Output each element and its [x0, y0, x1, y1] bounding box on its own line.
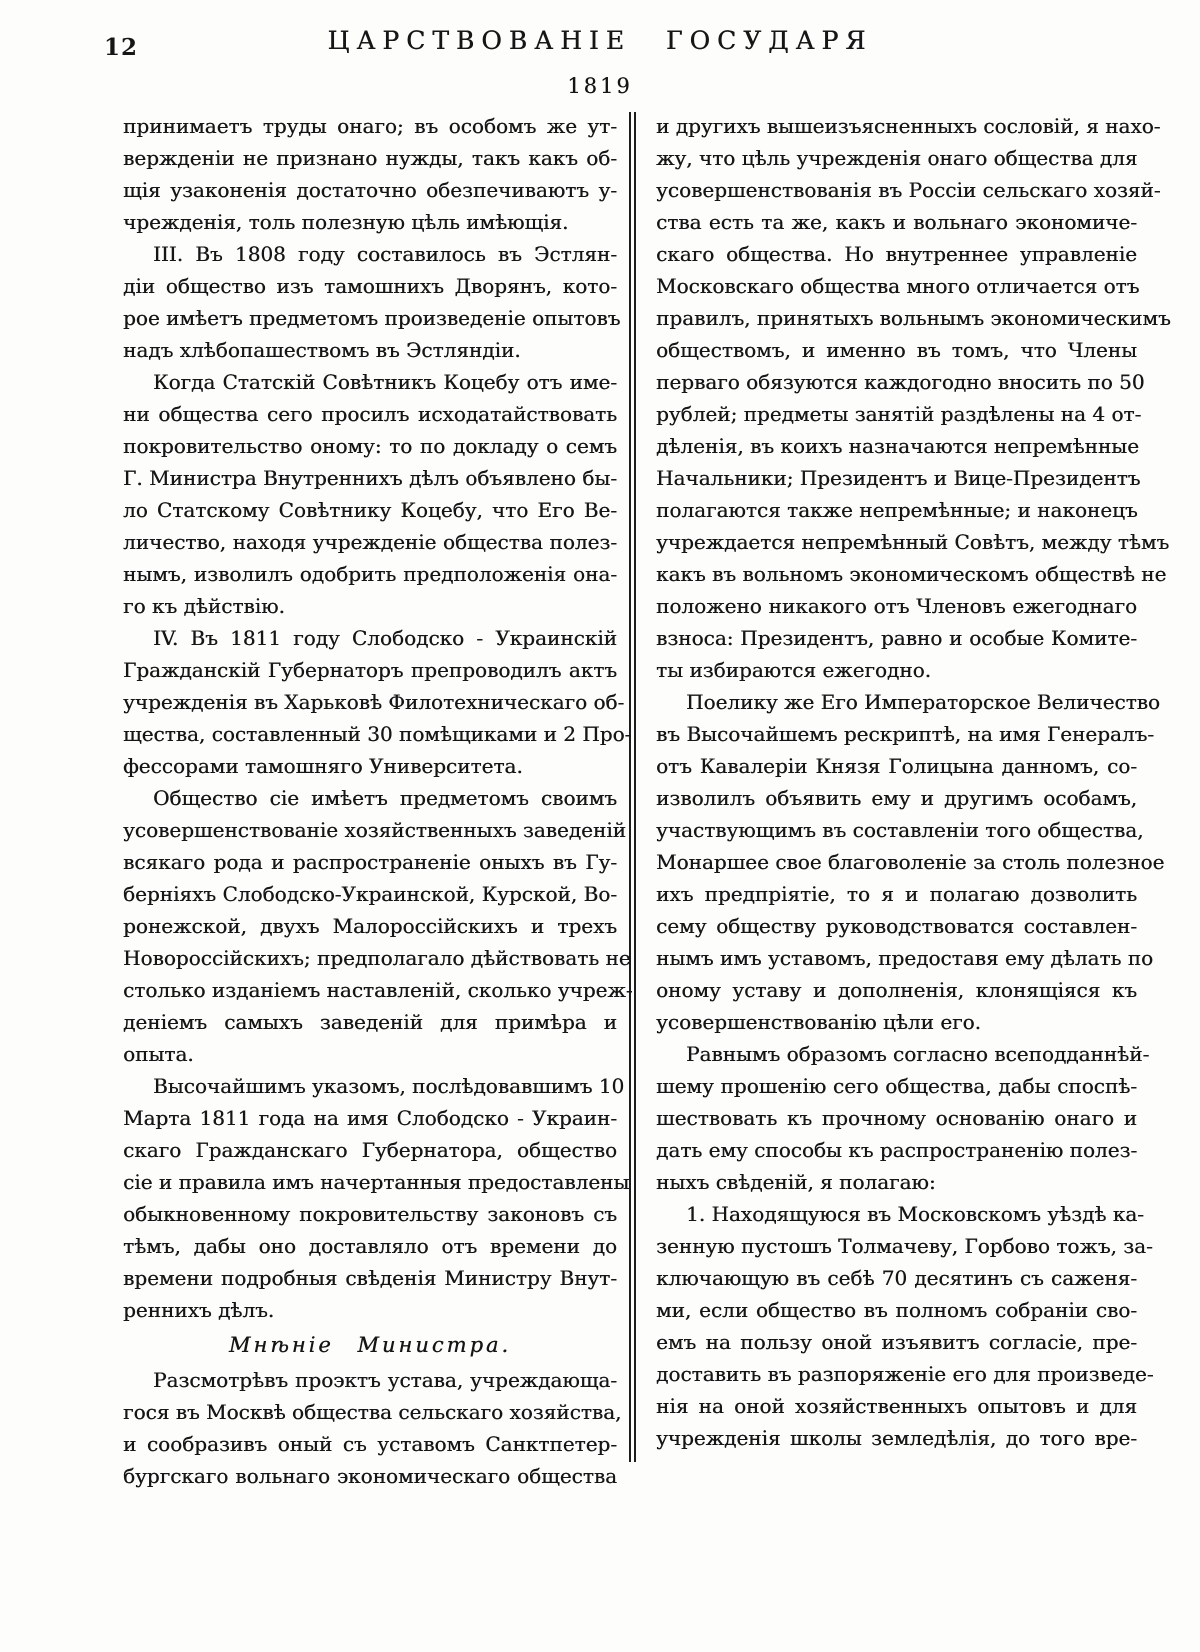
- text-line: тѣмъ, дабы оно доставляло отъ времени до: [123, 1234, 617, 1258]
- text-line: и сообразивъ оный съ уставомъ Санктпетер-: [123, 1432, 617, 1456]
- text-line: IV. Въ 1811 году Слободско - Украинскій: [153, 626, 617, 650]
- text-line: Московскаго общества много отличается отъ: [656, 274, 1140, 298]
- text-line: сему обществу руководствоватся составлен-: [656, 914, 1137, 938]
- text-line: зенную пустошъ Толмачеву, Горбово тожъ, за-: [656, 1234, 1153, 1258]
- text-line: и другихъ вышеизъясненныхъ сословій, я нахо-: [656, 114, 1161, 138]
- page-number: 12: [104, 34, 139, 61]
- text-line: учреждается непремѣнный Совѣтъ, между тѣмъ: [656, 530, 1170, 554]
- text-line: перваго обязуются каждогодно вносить по 50: [656, 370, 1145, 394]
- text-line: покровительство оному: то по докладу о семъ: [123, 434, 617, 458]
- text-line: 1. Находящуюся въ Московскомъ уѣздѣ ка-: [686, 1202, 1144, 1226]
- text-line: емъ на пользу оной изъявитъ согласіе, пре-: [656, 1330, 1137, 1354]
- text-line: жу, что цѣль учрежденія онаго общества для: [656, 146, 1138, 170]
- text-line: нія на оной хозяйственныхъ опытовъ и для: [656, 1394, 1137, 1418]
- column-divider-rule: [629, 112, 636, 1462]
- text-line: усовершенствованіе хозяйственныхъ заведеній: [123, 818, 626, 842]
- text-line: щія узаконенія достаточно обезпечиваютъ у-: [123, 178, 617, 202]
- text-line: шему прошенію сего общества, дабы споспѣ-: [656, 1074, 1137, 1098]
- text-line: нымъ имъ уставомъ, предоставя ему дѣлать по: [656, 946, 1154, 970]
- paragraph: [123, 238, 621, 366]
- text-line: ихъ предпріятіе, то я и полагаю дозволить: [656, 882, 1137, 906]
- text-line: учрежденія въ Харьковѣ Филотехническаго об-: [123, 690, 625, 714]
- paragraph: [123, 782, 633, 1070]
- text-line: Новороссійскихъ; предполагало дѣйствовать не: [123, 946, 631, 970]
- paragraph: [656, 686, 1165, 1038]
- paragraph: [656, 1038, 1150, 1198]
- text-line: столько изданіемъ наставленій, сколько учреж-: [123, 978, 633, 1002]
- text-line: реннихъ дѣлъ.: [123, 1298, 275, 1322]
- text-line: изволилъ объявить ему и другимъ особамъ,: [656, 786, 1137, 810]
- paragraph: [656, 110, 1171, 686]
- header-year: 1819: [567, 74, 633, 98]
- text-line: Когда Статскій Совѣтникъ Коцебу отъ име-: [153, 370, 617, 394]
- text-line: правилъ, принятыхъ вольнымъ экономическимъ: [656, 306, 1171, 330]
- text-line: оному уставу и дополненія, клонящіяся къ: [656, 978, 1137, 1002]
- text-line: Г. Министра Внутреннихъ дѣлъ объявлено бы-: [123, 466, 617, 490]
- paragraph: [656, 1198, 1154, 1454]
- text-line: времени подробныя свѣденія Министру Внут-: [123, 1266, 617, 1290]
- text-line: какъ въ вольномъ экономическомъ обществѣ не: [656, 562, 1167, 586]
- text-line: Разсмотрѣвъ проэктъ устава, учреждающа-: [153, 1368, 617, 1392]
- text-line: доставить въ разпоряженіе его для произведе-: [656, 1362, 1154, 1386]
- text-line: въ Высочайшемъ рескриптѣ, на имя Генералъ-: [656, 722, 1155, 746]
- text-line: учрежденія школы земледѣлія, до того вре-: [656, 1426, 1137, 1450]
- text-line: чрежденія, толь полезную цѣль имѣющія.: [123, 210, 569, 234]
- text-line: дѣленія, въ коихъ назначаются непремѣнные: [656, 434, 1139, 458]
- text-line: обществомъ, и именно въ томъ, что Члены: [656, 338, 1137, 362]
- text-line: усовершенствованію цѣли его.: [656, 1010, 981, 1034]
- paragraph: [123, 366, 617, 622]
- text-line: Монаршее свое благоволеніе за столь полезное: [656, 850, 1165, 874]
- text-line: ни общества сего просилъ исходатайствовать: [123, 402, 617, 426]
- text-line: отъ Кавалеріи Князя Голицына данномъ, со-: [656, 754, 1137, 778]
- text-line: щества, составленный 30 помѣщиками и 2 Про-: [123, 722, 632, 746]
- text-line: го къ дѣйствію.: [123, 594, 285, 618]
- text-line: берніяхъ Слободско-Украинской, Курской, Во-: [123, 882, 617, 906]
- paragraph: [123, 622, 632, 782]
- text-line: деніемъ самыхъ заведеній для примѣра и опыта.: [123, 1010, 617, 1066]
- paragraph: [123, 1364, 622, 1492]
- text-line: III. Въ 1808 году составилось въ Эстлян-: [153, 242, 617, 266]
- text-line: ми, если общество въ полномъ собраніи сво-: [656, 1298, 1137, 1322]
- text-line: бургскаго вольнаго экономическаго общества: [123, 1464, 617, 1488]
- text-line: ты избираются ежегодно.: [656, 658, 931, 682]
- text-line: Общество сіе имѣетъ предметомъ своимъ: [153, 786, 617, 810]
- text-line: рое имѣетъ предметомъ произведеніе опытовъ: [123, 306, 621, 330]
- text-line: Поелику же Его Императорское Величество: [686, 690, 1160, 714]
- text-line: Высочайшимъ указомъ, послѣдовавшимъ 10: [153, 1074, 625, 1098]
- paragraph: [123, 1070, 630, 1326]
- text-line: ронежской, двухъ Малороссійскихъ и трехъ: [123, 914, 617, 938]
- text-line: обыкновенному покровительству законовъ съ: [123, 1202, 617, 1226]
- text-line: нымъ, изволилъ одобрить предположенія она-: [123, 562, 617, 586]
- text-line: Равнымъ образомъ согласно всеподданнѣй-: [686, 1042, 1150, 1066]
- text-line: Марта 1811 года на имя Слободско - Украин-: [123, 1106, 617, 1130]
- right-text-column: [656, 110, 1171, 1454]
- text-line: сіе и правила имъ начертанныя предоставлены: [123, 1170, 630, 1194]
- text-line: діи общество изъ тамошнихъ Дворянъ, кото-: [123, 274, 617, 298]
- text-line: фессорами тамошняго Университета.: [123, 754, 523, 778]
- text-line: ства есть та же, какъ и вольнаго экономиче-: [656, 210, 1137, 234]
- text-line: гося въ Москвѣ общества сельскаго хозяйства,: [123, 1400, 622, 1424]
- text-line: усовершенствованія въ Россіи сельскаго хозяй-: [656, 178, 1161, 202]
- text-line: дать ему способы къ распространенію полез-: [656, 1138, 1138, 1162]
- text-line: положено никакого отъ Членовъ ежегоднаго: [656, 594, 1137, 618]
- text-line: принимаетъ труды онаго; въ особомъ же ут-: [123, 114, 617, 138]
- text-line: скаго Гражданскаго Губернатора, общество: [123, 1138, 617, 1162]
- text-line: полагаются также непремѣнные; и наконецъ: [656, 498, 1138, 522]
- text-line: ключающую въ себѣ 70 десятинъ съ саженя-: [656, 1266, 1137, 1290]
- text-line: рублей; предметы занятій раздѣлены на 4 от-: [656, 402, 1142, 426]
- text-line: Начальники; Президентъ и Вице-Президентъ: [656, 466, 1141, 490]
- text-line: вержденіи не признано нужды, такъ какъ об-: [123, 146, 617, 170]
- section-heading: Мнѣніе Министра.: [228, 1333, 512, 1357]
- text-line: шествовать къ прочному основанію онаго и: [656, 1106, 1137, 1130]
- text-line: ло Статскому Совѣтнику Коцебу, что Его Ве-: [123, 498, 617, 522]
- text-line: надъ хлѣбопашествомъ въ Эстляндіи.: [123, 338, 521, 362]
- text-line: участвующимъ въ составленіи того общества,: [656, 818, 1144, 842]
- left-text-column: [123, 110, 633, 1492]
- text-line: Гражданскій Губернаторъ препроводилъ актъ: [123, 658, 617, 682]
- text-line: всякаго рода и распространеніе оныхъ въ Гу-: [123, 850, 617, 874]
- text-line: ныхъ свѣденій, я полагаю:: [656, 1170, 936, 1194]
- running-header-title: ЦАРСТВОВАНІЕ ГОСУДАРЯ: [327, 26, 873, 55]
- text-line: скаго общества. Но внутреннее управленіе: [656, 242, 1137, 266]
- text-line: личество, находя учрежденіе общества полез-: [123, 530, 617, 554]
- paragraph: [123, 110, 617, 238]
- text-line: взноса: Президентъ, равно и особые Комите-: [656, 626, 1137, 650]
